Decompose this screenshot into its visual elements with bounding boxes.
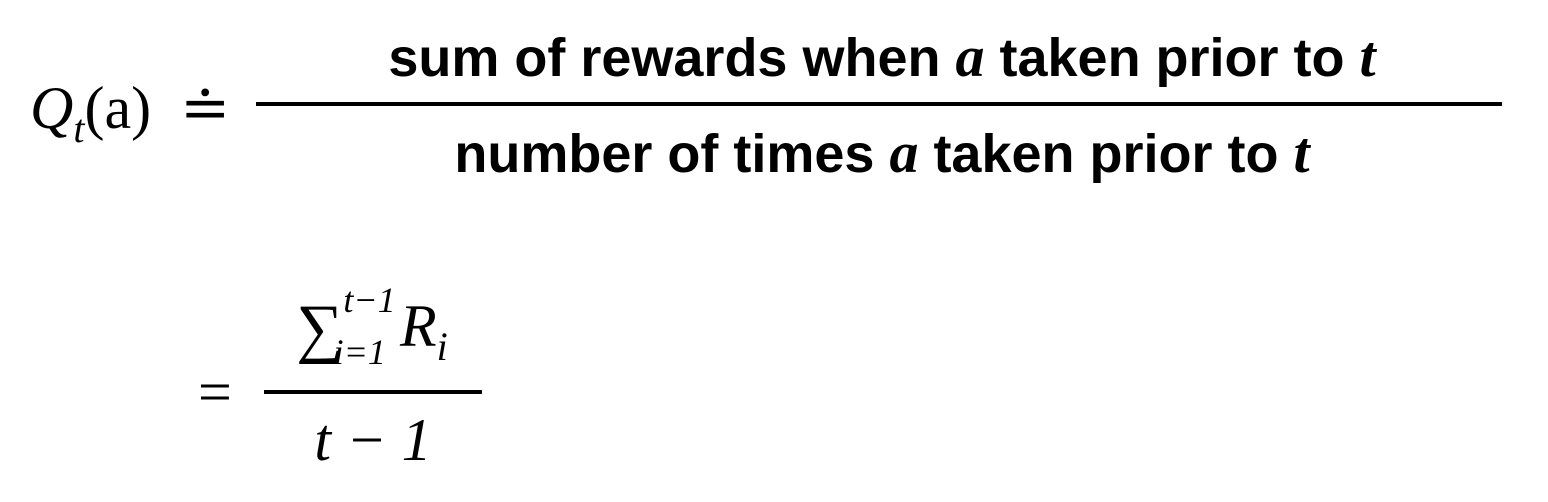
q-subscript: t [73, 106, 85, 151]
denominator-var-a: a [889, 120, 919, 185]
equation2-fraction-bar [264, 390, 482, 394]
q-argument: (a) [84, 75, 152, 141]
denominator-text-before: number of times [454, 124, 890, 184]
equation1-denominator [262, 120, 1502, 185]
equation1-numerator [262, 24, 1502, 89]
denominator-text-middle: taken prior to [918, 124, 1294, 184]
denominator-var-t: t [1293, 120, 1310, 185]
numerator-var-t: t [1359, 24, 1376, 89]
doteq-symbol: ≐ [180, 75, 231, 141]
q-symbol: Q [30, 75, 74, 141]
equation2-numerator [262, 280, 482, 372]
equation2-denominator: t − 1 [314, 407, 432, 473]
equals-symbol: = [198, 359, 232, 425]
equation1-lhs [30, 75, 152, 151]
sum-upper-limit: t−1 [343, 280, 396, 320]
sum-lower-limit: i=1 [333, 332, 386, 372]
numerator-text-before: sum of rewards when [388, 28, 956, 88]
numerator-var-a: a [955, 24, 985, 89]
sum-symbol: ∑ [296, 292, 344, 365]
equation1-fraction-bar [256, 102, 1502, 106]
sum-term-subscript: i [436, 324, 448, 369]
sum-term: R [399, 293, 437, 359]
numerator-text-middle: taken prior to [984, 28, 1360, 88]
